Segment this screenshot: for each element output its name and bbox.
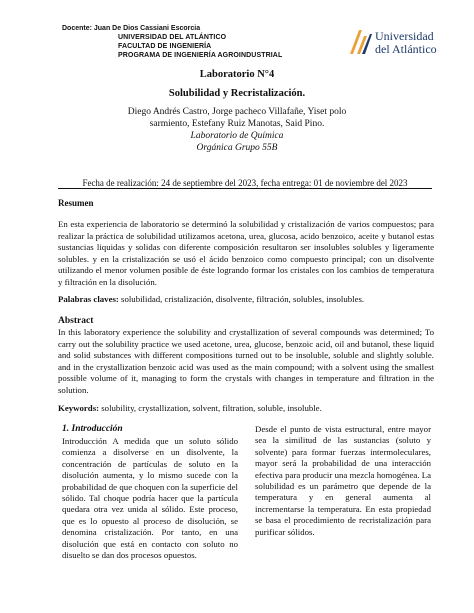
- logo-text-line2: del Atlántico: [375, 42, 437, 56]
- faculty-name: FACULTAD DE INGENIERÍA: [118, 43, 212, 50]
- document-title: Solubilidad y Recristalización.: [168, 88, 306, 99]
- program-name: PROGRAMA DE INGENIERÍA AGROINDUSTRIAL: [118, 52, 283, 59]
- university-name: UNIVERSIDAD DEL ATLÁNTICO: [118, 34, 227, 41]
- authors-line-2: sarmiento, Estefany Ruiz Manotas, Said Pino.: [149, 119, 325, 129]
- authors-line-1: Diego Andrés Castro, Jorge pacheco Villafañe, Yiset polo: [127, 107, 347, 117]
- resumen-heading: Resumen: [58, 198, 94, 208]
- abstract-heading: Abstract: [58, 316, 94, 326]
- course-name: Laboratorio de Química: [190, 131, 284, 141]
- university-logo: [348, 26, 448, 58]
- palabras-text: solubilidad, cristalización, disolvente, filtración, solubles, insolubles.: [118, 294, 365, 304]
- logo-mark-icon: [348, 28, 372, 56]
- lab-number: Laboratorio N°4: [199, 69, 275, 80]
- intro-column-right: Desde el punto de vista estructural, entre mayor sea la similitud de las sustancias (soluto y solvente) para formar fuerzas intermoleculares, mayor será la probabilidad de una interacción efectiva para producir una mezcla homogénea. La solubilidad es un parámetro que depende de la temperatura y en general aumenta al incrementarse la temperatura. En esta propiedad se basa el procedimiento de recristalización para purificar sólidos.: [255, 424, 431, 537]
- logo-text-line1: Universidad: [375, 29, 434, 43]
- palabras-claves: [58, 294, 364, 304]
- intro-heading: 1. Introducción: [62, 424, 123, 434]
- keywords-label: Keywords:: [58, 403, 100, 413]
- abstract-text: In this laboratory experience the solubility and crystallization of several compounds was determined; To carry out the solubility practice we used acetone, urea, glucose, benzoic acid, oil and butanol, these liquid and solid substances with different compositions turned out to be insoluble, soluble and slightly soluble. and in the crystallization benzoic acid was used as the main compound; with a solvent using the smallest possible volume of it, managing to form the crystals with changes in temperature and filtration in the solution.: [58, 327, 434, 395]
- palabras-label: Palabras claves:: [58, 294, 119, 304]
- dates-line: Fecha de realización: 24 de septiembre del 2023, fecha entrega: 01 de noviembre del 2023: [58, 178, 432, 189]
- resumen-text: En esta experiencia de laboratorio se determinó la solubilidad y cristalización de varios compuestos; para realizar la práctica de solubilidad utilizamos acetona, urea, glucosa, acido benzoico, aceite y butanol estas sustancias liquidas y solidas con diferente composición resultaron ser insolubles solubles y ligeramente solubles. y en la cristalización se usó el ácido benzoico como compuesto principal; con un disolvente utilizando el menor volumen posible de éste logrando formar los cristales con los cambios de temperatura y filtración en la disolución.: [58, 219, 434, 287]
- docente-line: Docente: Juan De Dios Cassiani Escorcia: [62, 25, 201, 32]
- keywords-text: solubility, crystallization, solvent, filtration, soluble, insoluble.: [99, 403, 322, 413]
- intro-column-left: Introducción A medida que un soluto sólido comienza a disolverse en un disolvente, la concentración de partículas de soluto en la disolución aumenta, y lo mismo sucede con la probabilidad de que choquen con la superficie del sólido. Tal choque podría hacer que la partícula quedara otra vez unida al sólido. Este proceso, que es lo opuesto al proceso de disolución, se denomina cristalización. Por tanto, en una disolución que está en contacto con soluto no disuelto se dan dos procesos opuestos.: [62, 436, 238, 561]
- group-name: Orgánica Grupo 55B: [196, 143, 278, 153]
- keywords: [58, 403, 322, 413]
